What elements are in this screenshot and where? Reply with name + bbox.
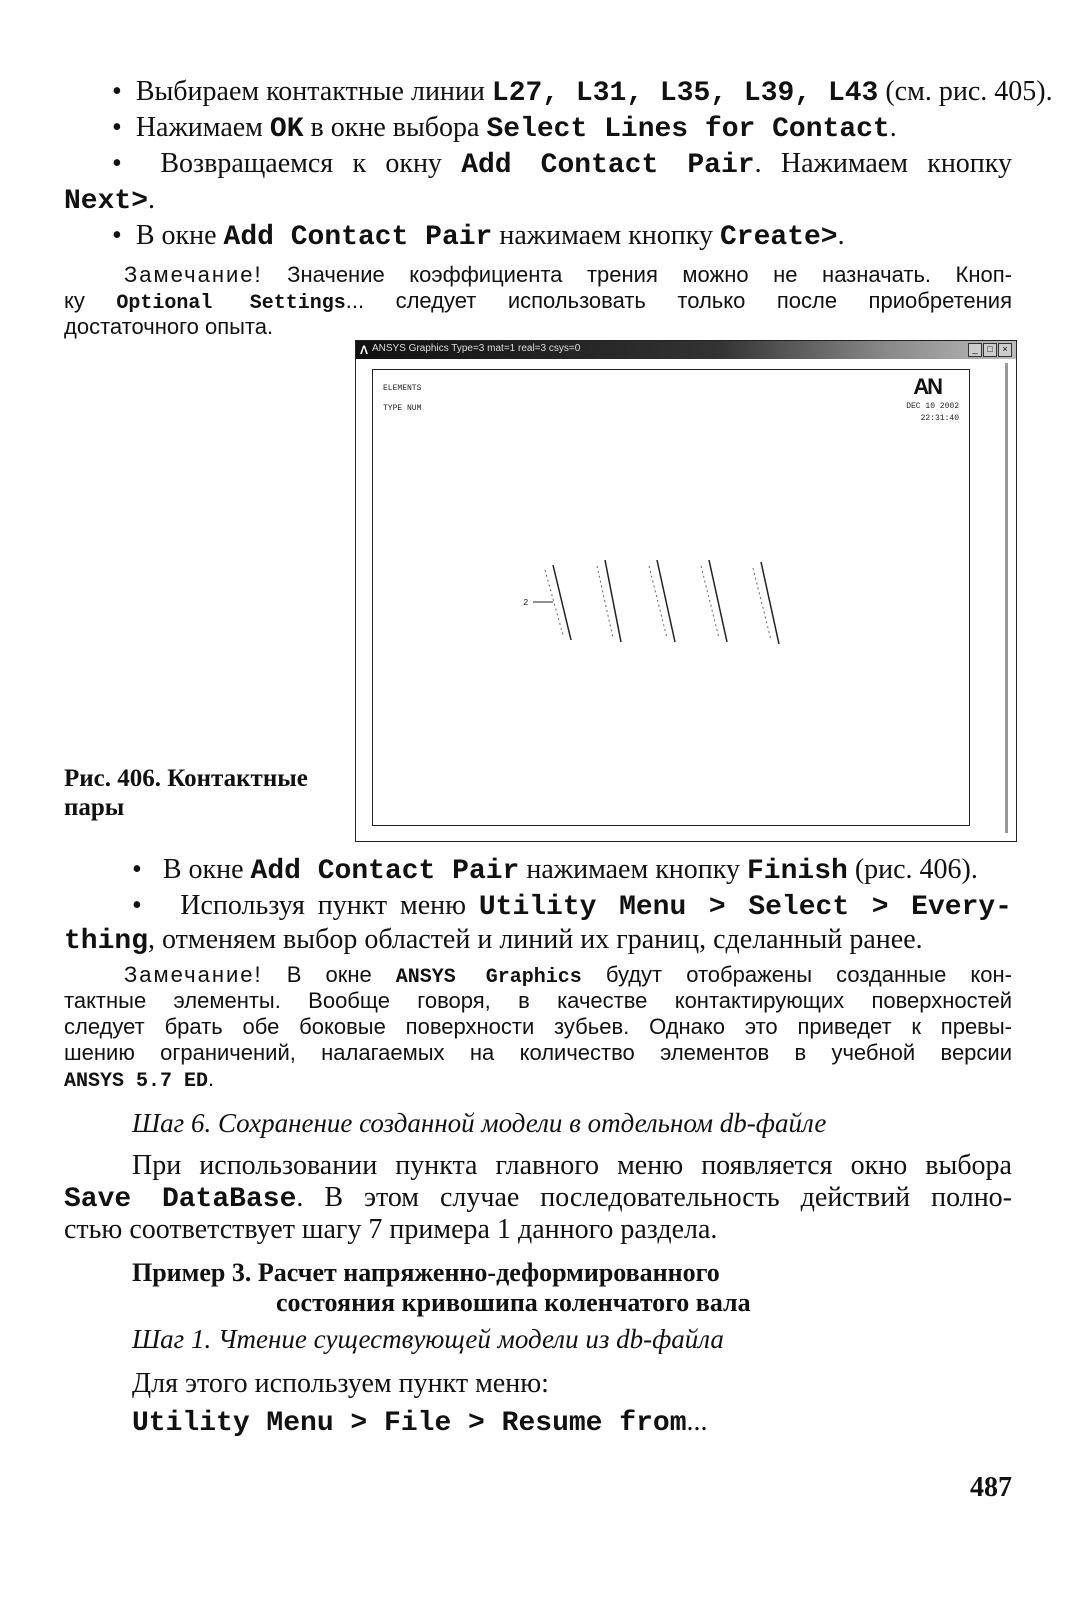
contact-line-3 [657,560,675,642]
note2-line2 [64,988,1012,1014]
bullet-text-end: (рис. 406). [847,854,978,885]
note-text: достаточного опыта. [64,314,274,339]
bullet-text-end: , отменяем выбор областей и линий их границ, сделанный ранее. [148,924,923,955]
step1-heading: Шаг 1. Чтение существующей модели из db-файла [132,1324,724,1354]
next-code: Next> [64,186,149,217]
bullet-text: Выбираем контактные линии [135,76,492,107]
optional-settings-code: Optional Settings [116,292,346,315]
step6-line1 [132,1148,1012,1184]
note-text: Значение коэффициента трения можно не назначать. Кноп- [262,262,1012,287]
note-text: В окне [262,962,396,987]
page-number: 487 [970,1472,1012,1503]
ansys-graphics-code: ANSYS Graphics [395,966,582,989]
graphics-canvas[interactable] [372,369,970,826]
close-icon[interactable]: × [998,343,1012,357]
bullet-press-ok [112,110,897,148]
bullet-return-window-cont [64,182,155,220]
window-title: ANSYS Graphics Type=3 mat=1 real=3 csys=0 [372,343,581,354]
note-text: ку [64,288,117,313]
note2-line4 [64,1040,1012,1066]
label-type-num: TYPE NUM [383,404,422,413]
note-text: следует брать обе боковые поверхности зубьев. Однако это приведет к превы- [64,1014,1012,1039]
plot-time: 22:31:40 [920,414,959,423]
minimize-icon[interactable]: _ [968,343,982,357]
bullet-text-end: . Нажимаем кнопку [754,148,1012,179]
step6-line3 [64,1212,717,1248]
contact-line-2 [605,560,621,642]
example3-title-line2: состояния кривошипа коленчатого вала [276,1288,751,1317]
bullet-return-window [112,146,1012,184]
window-name-code: Add Contact Pair [461,150,755,181]
bullet-dot: • [112,220,136,251]
note-text: шению ограничений, налагаемых на количество элементов в учебной версии [64,1040,1012,1065]
ok-code: OK [269,114,304,145]
paragraph-text: . В этом случае последовательность действий полно- [296,1182,1012,1213]
save-database-code: Save DataBase [64,1184,297,1215]
example3-text: Для этого используем пункт меню: [132,1368,549,1399]
note1-line1 [124,262,1012,288]
bullet-text-mid: нажимаем кнопку [519,854,747,885]
bullet-text-end: . [837,220,845,251]
note-label: Замечание! [124,262,263,287]
bullet-text: Возвращаемся к окну [160,148,462,179]
bullet-text-end: . [148,184,156,215]
bullet-finish [132,852,978,890]
bullet-text-end: . [889,112,897,143]
bullet-text: Используя пункт меню [180,890,479,921]
bullet-select-everything [132,888,1012,926]
menu-path-code: Utility Menu > File > Resume from [132,1408,687,1439]
ansys-logo-icon: Λ [360,343,369,357]
bullet-create [112,218,845,256]
note-label: Замечание! [124,962,263,987]
contact-line-4 [709,560,727,642]
bullet-dot: • [132,890,181,921]
ansys-version-code: ANSYS 5.7 ED [64,1070,209,1093]
bullet-dot: • [112,76,136,107]
note2-line3 [64,1014,1012,1040]
menu-path-code: thing [64,926,149,957]
note1-line3 [64,314,273,340]
note-text: будут отображены созданные кон- [581,962,1012,987]
example3-menu-path [132,1404,708,1442]
step6-heading: Шаг 6. Сохранение созданной модели в отдельном db-файле [132,1108,827,1138]
window-titlebar [356,341,1016,359]
menu-ellipsis: ... [686,1406,708,1437]
window-name-code: Add Contact Pair [223,222,493,253]
bullet-select-everything-cont [64,922,923,960]
paragraph-text: При использовании пункта главного меню появляется окно выбора [132,1150,1012,1181]
note2-line1 [124,962,1012,991]
paragraph-text: стью соответствует шагу 7 примера 1 данного раздела. [64,1214,718,1245]
bullet-dot: • [112,148,161,179]
bullet-text: В окне [135,220,224,251]
create-code: Create> [719,222,838,253]
window-name-code: Add Contact Pair [250,856,520,887]
note-text: ... следует использовать только после приобретения [345,288,1012,313]
ansys-logo: AN [913,374,941,399]
contact-elements-plot [373,370,969,825]
line-numbers: L27, L31, L35, L39, L43 [491,78,879,109]
bullet-text-end: (см. рис. 405). [878,76,1053,107]
window-scrollbar[interactable] [1005,363,1008,833]
plot-date: DEC 10 2002 [906,402,959,411]
bullet-dot: • [112,112,136,143]
line-label: 2 [523,598,529,608]
menu-path-code: Utility Menu > Select > Every- [478,892,1012,923]
ansys-graphics-window [355,340,1017,842]
bullet-text-mid: в окне выбора [303,112,487,143]
contact-line-1 [553,565,571,640]
note-text: тактные элементы. Вообще говоря, в качестве контактирующих поверхностей [64,988,1012,1013]
finish-code: Finish [746,856,848,887]
figure-caption-line2: пары [64,794,125,821]
note1-line2 [64,288,1012,317]
figure-caption-line1: Рис. 406. Контактные [64,765,308,792]
bullet-text-mid: нажимаем кнопку [492,220,720,251]
bullet-text: В окне [162,854,251,885]
bullet-text: Нажимаем [135,112,270,143]
maximize-icon[interactable]: □ [983,343,997,357]
bullet-select-lines [112,74,1053,112]
label-elements: ELEMENTS [383,384,422,393]
note-text: . [208,1066,215,1091]
note2-line5 [64,1066,214,1095]
window-name-code: Select Lines for Contact [486,114,890,145]
example3-title-line1: Пример 3. Расчет напряженно-деформированного [132,1258,720,1287]
bullet-dot: • [132,854,163,885]
contact-line-5 [761,562,779,644]
